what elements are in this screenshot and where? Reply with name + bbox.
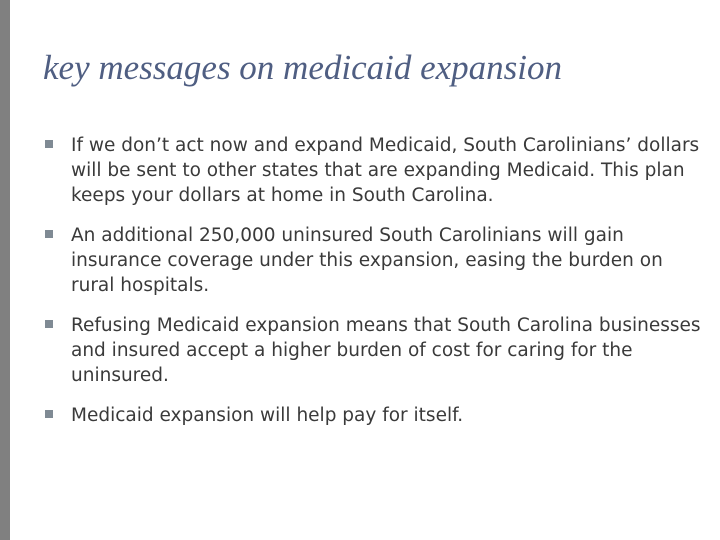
bullet-list: [45, 133, 705, 443]
bullet-text: Medicaid expansion will help pay for itself.: [71, 405, 464, 426]
bullet-item-1: [45, 133, 705, 208]
bullet-item-2: [45, 223, 705, 298]
square-bullet-icon: [45, 320, 53, 328]
left-accent-bar: [0, 0, 10, 540]
bullet-text: An additional 250,000 uninsured South Carolinians will gain insurance coverage under this expansion, easing the burden on rural hospitals.: [71, 225, 663, 296]
bullet-item-4: [45, 403, 705, 428]
square-bullet-icon: [45, 230, 53, 238]
slide-title: key messages on medicaid expansion: [43, 48, 563, 87]
bullet-text: Refusing Medicaid expansion means that South Carolina businesses and insured accept a higher burden of cost for caring for the uninsured.: [71, 315, 701, 386]
square-bullet-icon: [45, 410, 53, 418]
square-bullet-icon: [45, 140, 53, 148]
bullet-item-3: [45, 313, 705, 388]
bullet-text: If we don’t act now and expand Medicaid, South Carolinians’ dollars will be sent to other states that are expanding Medicaid. This plan keeps your dollars at home in South Carolina.: [71, 135, 700, 206]
